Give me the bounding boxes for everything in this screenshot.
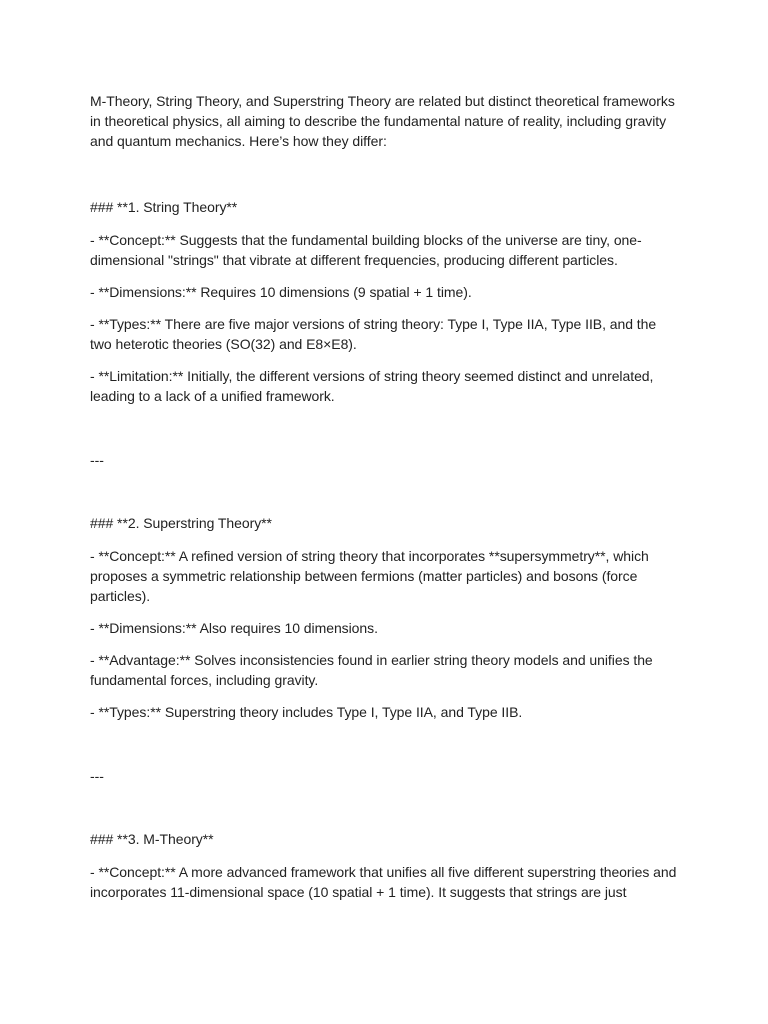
bullet-string-limitation: - **Limitation:** Initially, the different versions of string theory seemed distinct and unrelated, leading to a lack of a unified framework. bbox=[90, 368, 654, 404]
bullet-superstring-types: - **Types:** Superstring theory includes Type I, Type IIA, and Type IIB. bbox=[90, 704, 523, 720]
section-separator: --- bbox=[90, 768, 104, 784]
bullet-string-dimensions: - **Dimensions:** Requires 10 dimensions (9 spatial + 1 time). bbox=[90, 284, 472, 300]
document-page bbox=[90, 91, 680, 914]
section-separator: --- bbox=[90, 452, 104, 468]
intro-paragraph: M-Theory, String Theory, and Superstring Theory are related but distinct theoretical frameworks in theoretical physics, all aiming to describe the fundamental nature of reality, including gravity and quantum mechanics. Here’s how they differ: bbox=[90, 93, 675, 149]
bullet-superstring-advantage: - **Advantage:** Solves inconsistencies found in earlier string theory models and unifies the fundamental forces, including gravity. bbox=[90, 652, 653, 688]
section-heading-string-theory: ### **1. String Theory** bbox=[90, 199, 238, 215]
bullet-superstring-dimensions: - **Dimensions:** Also requires 10 dimensions. bbox=[90, 620, 378, 636]
bullet-string-types: - **Types:** There are five major versions of string theory: Type I, Type IIA, Type IIB, and the two heterotic theories (SO(32) and E8×E8). bbox=[90, 316, 657, 352]
section-heading-m-theory: ### **3. M-Theory** bbox=[90, 831, 214, 847]
bullet-string-concept: - **Concept:** Suggests that the fundamental building blocks of the universe are tiny, one-dimensional "strings" that vibrate at different frequencies, producing different particles. bbox=[90, 232, 642, 268]
section-heading-superstring-theory: ### **2. Superstring Theory** bbox=[90, 515, 272, 531]
bullet-m-theory-concept: - **Concept:** A more advanced framework that unifies all five different superstring theories and incorporates 11-dimensional space (10 spatial + 1 time). It suggests that strings are just bbox=[90, 864, 677, 900]
bullet-superstring-concept: - **Concept:** A refined version of string theory that incorporates **supersymmetry**, which proposes a symmetric relationship between fermions (matter particles) and bosons (force particles). bbox=[90, 548, 649, 604]
